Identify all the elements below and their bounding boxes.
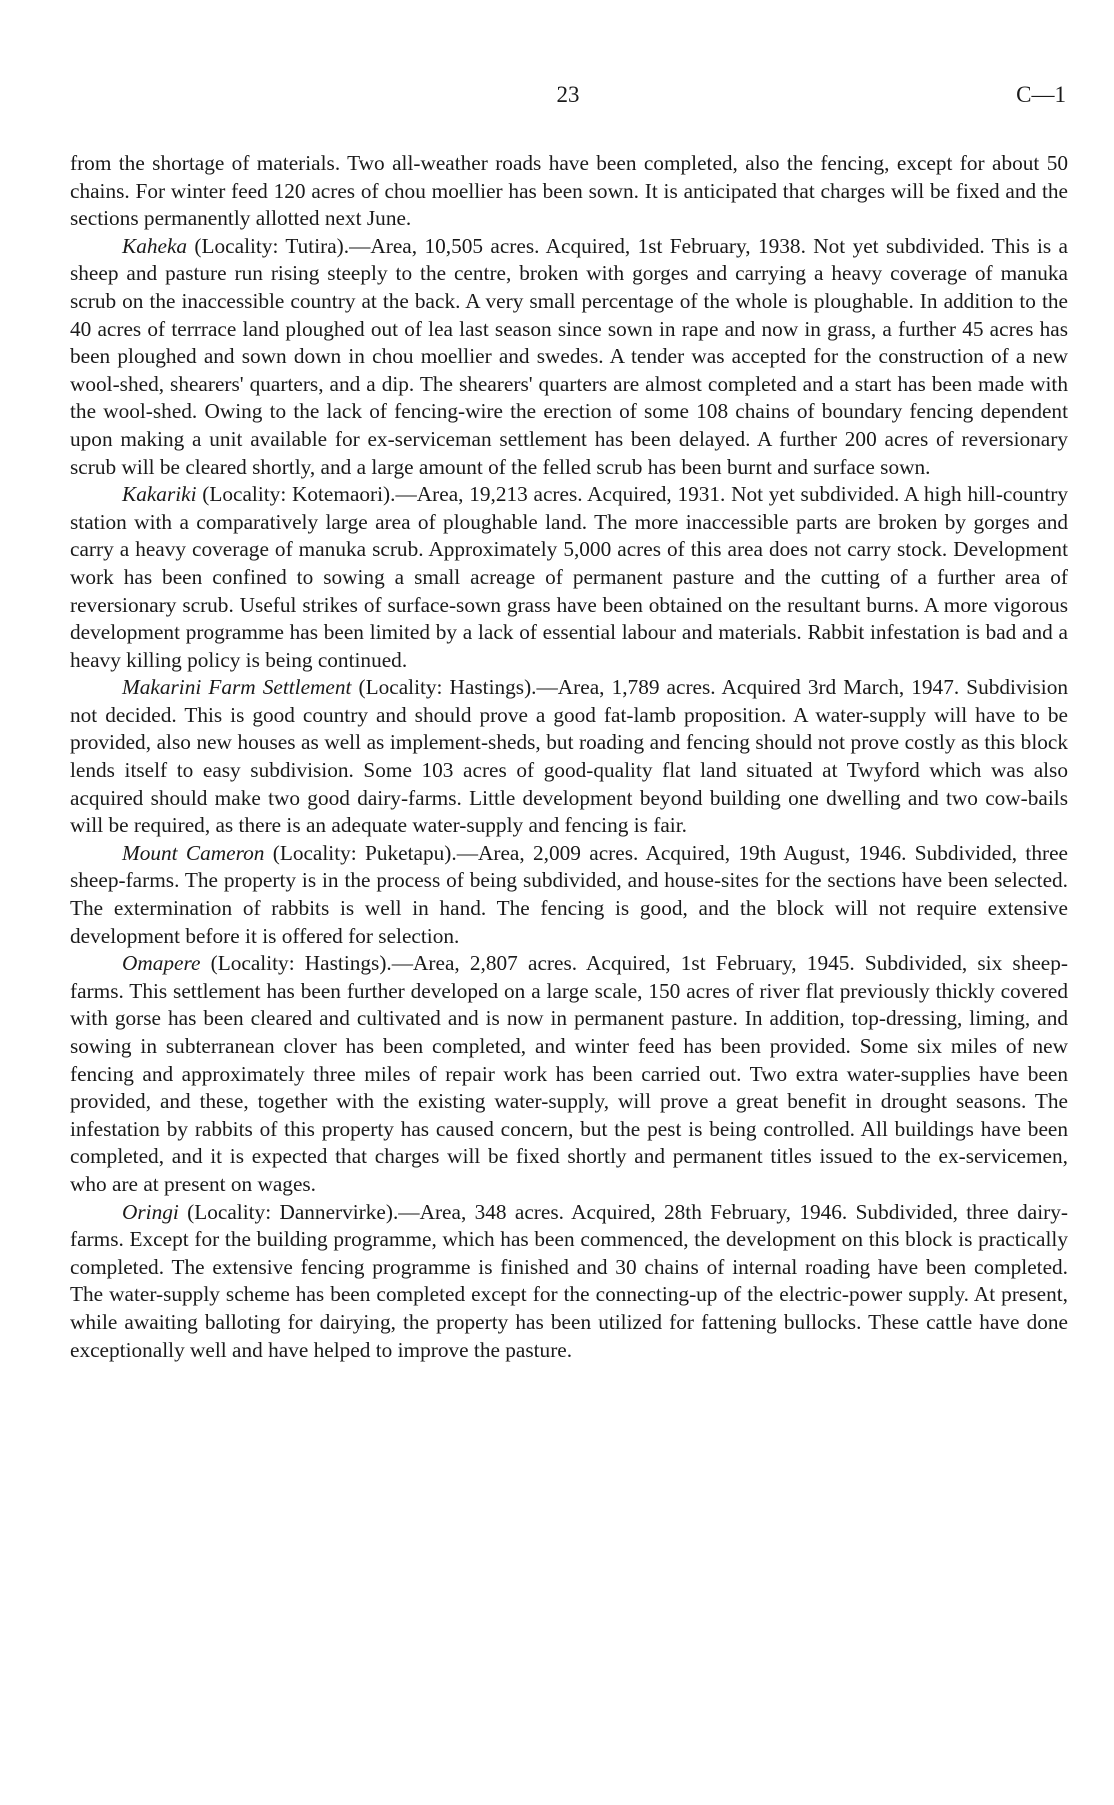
paragraph-text: (Locality: Tutira).—Area, 10,505 acres. Acquired, 1st February, 1938. Not yet subdivided. This is a sheep and pasture run rising steeply to the centre, broken with gorges and carrying a heavy coverage of manuka scrub on the inaccessible country at the back. A very small percentage of the whole is ploughable. In addition to the 40 acres of terrrace land ploughed out of lea last season since sown in rape and now in grass, a further 45 acres has been ploughed and sown down in chou moellier and swedes. A tender was accepted for the construction of a new wool-shed, shearers' quarters, and a dip. The shearers' quarters are almost completed and a start has been made with the wool-shed. Owing to the lack of fencing-wire the erection of some 108 chains of boundary fencing dependent upon making a unit available for ex-serviceman settlement has been delayed. A further 200 acres of reversionary scrub will be cleared shortly, and a large amount of the felled scrub has been burnt and surface sown. [70, 233, 1068, 479]
place-name: Mount Cameron [122, 840, 265, 865]
entry-kaheka [70, 233, 1068, 481]
page-number: 23 [556, 82, 580, 107]
paragraph-text: (Locality: Puketapu).—Area, 2,009 acres. Acquired, 19th August, 1946. Subdivided, three sheep-farms. The property is in the process of being subdivided, and house-sites for the sections have been selected. The extermination of rabbits is well in hand. The fencing is good, and the block will not require extensive development before it is offered for selection. [70, 840, 1068, 948]
paragraph-text: (Locality: Dannervirke).—Area, 348 acres. Acquired, 28th February, 1946. Subdivided, three dairy-farms. Except for the building programme, which has been commenced, the development on this block is practically completed. The extensive fencing programme is finished and 30 chains of internal roading have been completed. The water-supply scheme has been completed except for the connecting-up of the electric-power supply. At present, while awaiting balloting for dairying, the property has been utilized for fattening bullocks. These cattle have done exceptionally well and have helped to improve the pasture. [70, 1199, 1068, 1362]
paragraph-text: (Locality: Hastings).—Area, 2,807 acres. Acquired, 1st February, 1945. Subdivided, six sheep-farms. This settlement has been further developed on a large scale, 150 acres of river flat previously thickly covered with gorse has been cleared and cultivated and is now in permanent pasture. In addition, top-dressing, liming, and sowing in subterranean clover has been completed, and winter feed has been provided. Some six miles of new fencing and approximately three miles of repair work has been carried out. Two extra water-supplies have been provided, and these, together with the existing water-supply, will prove a great benefit in drought seasons. The infestation by rabbits of this property has caused concern, but the pest is being controlled. All buildings have been completed, and it is expected that charges will be fixed shortly and permanent titles issued to the ex-servicemen, who are at present on wages. [70, 951, 1068, 1196]
entry-kakariki [70, 481, 1068, 674]
body-text [70, 150, 1068, 1364]
page-header [70, 82, 1066, 116]
entry-makarini-farm-settlement [70, 674, 1068, 840]
place-name: Kaheka [122, 233, 188, 258]
entry-mount-cameron [70, 840, 1068, 950]
place-name: Oringi [122, 1199, 179, 1224]
place-name: Makarini Farm Settlement [122, 675, 352, 700]
paragraph-text: (Locality: Kotemaori).—Area, 19,213 acres. Acquired, 1931. Not yet subdivided. A high hill-country station with a comparatively large area of ploughable land. The more inaccessible parts are broken by gorges and carry a heavy coverage of manuka scrub. Approximately 5,000 acres of this area does not carry stock. Development work has been confined to sowing a small acreage of permanent pasture and the cutting of a further area of reversionary scrub. Useful strikes of surface-sown grass have been obtained on the resultant burns. A more vigorous development programme has been limited by a lack of essential labour and materials. Rabbit infestation is bad and a heavy killing policy is being continued. [70, 482, 1068, 672]
paragraph-text: from the shortage of materials. Two all-weather roads have been completed, also the fencing, except for about 50 chains. For winter feed 120 acres of chou moellier has been sown. It is anticipated that charges will be fixed and the sections permanently allotted next June. [70, 151, 1068, 231]
place-name: Kakariki [122, 482, 197, 507]
paragraph-text: (Locality: Hastings).—Area, 1,789 acres. Acquired 3rd March, 1947. Subdivision not decided. This is good country and should prove a good fat-lamb proposition. A water-supply will have to be provided, also new houses as well as implement-sheds, but roading and fencing should not prove costly as this block lends itself to easy subdivision. Some 103 acres of good-quality flat land situated at Twyford which was also acquired should make two good dairy-farms. Little development beyond building one dwelling and two cow-bails will be required, as there is an adequate water-supply and fencing is fair. [70, 675, 1069, 838]
paragraph-continuation [70, 150, 1068, 233]
entry-oringi [70, 1199, 1068, 1365]
entry-omapere [70, 950, 1068, 1198]
place-name: Omapere [122, 951, 201, 976]
document-reference: C—1 [1016, 82, 1066, 107]
